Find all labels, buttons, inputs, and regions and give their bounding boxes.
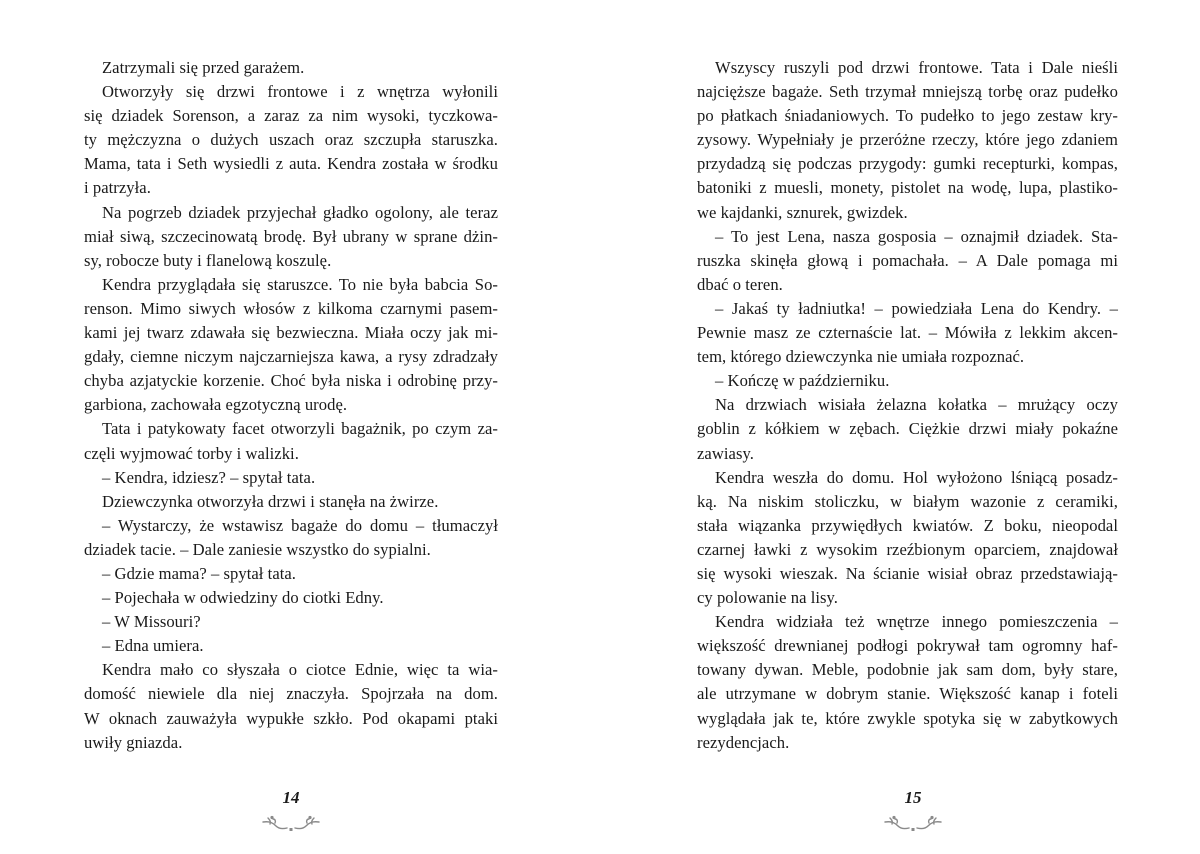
text-line: cy polowanie na lisy. — [697, 588, 838, 608]
text-line: się dziadek Sorenson, a zaraz za nim wysoki, tyczkowa- — [84, 106, 498, 126]
text-line: Tata i patykowaty facet otworzyli bagażnik, po czym za- — [102, 419, 498, 439]
text-line: – Kendra, idziesz? – spytał tata. — [102, 467, 316, 487]
text-line: dziadek tacie. – Dale zaniesie wszystko do sypialni. — [84, 539, 431, 559]
text-line: Mama, tata i Seth wysiedli z auta. Kendra została w środku — [84, 154, 498, 174]
text-line: – Gdzie mama? – spytał tata. — [102, 563, 297, 583]
text-line: batoniki z muesli, monety, pistolet na wodę, lupa, plastiko- — [697, 178, 1118, 198]
text-line: tem, którego dziewczynka nie umiała rozpoznać. — [697, 347, 1025, 367]
page-number-left: 14 — [282, 788, 300, 807]
text-line: goblin z kółkiem w zębach. Ciężkie drzwi miały pokaźne — [697, 419, 1118, 439]
page-right-text — [697, 56, 1118, 755]
text-line: przydadzą się podczas przygody: gumki recepturki, kompas, — [697, 154, 1118, 174]
text-line: ką. Na niskim stoliczku, w białym wazonie z ceramiki, — [697, 491, 1118, 511]
text-line: renson. Mimo siwych włosów z kilkoma czarnymi pasem- — [84, 298, 498, 318]
text-line: częli wyjmować torby i walizki. — [84, 443, 299, 463]
page-left-text — [84, 56, 498, 755]
text-line: rezydencjach. — [697, 732, 790, 752]
text-line: sy, robocze buty i flanelową koszulę. — [84, 250, 332, 270]
page-right — [600, 0, 1200, 854]
text-line: uwiły gniazda. — [84, 732, 183, 752]
text-line: po płatkach śniadaniowych. To pudełko to jego zestaw kry- — [697, 106, 1118, 126]
text-line: ale utrzymane w dobrym stanie. Większość kanap i foteli — [697, 684, 1118, 704]
flourish-ornament-icon — [882, 813, 944, 835]
text-line: zysowy. Wypełniały je przeróżne rzeczy, które jego zdaniem — [697, 130, 1118, 150]
text-line: kami jej twarz zdawała się bezwieczna. Miała oczy jak mi- — [84, 323, 498, 343]
text-line: W oknach zauważyła wypukłe szkło. Pod okapami ptaki — [84, 708, 498, 728]
text-line: – To jest Lena, nasza gosposia – oznajmił dziadek. Sta- — [715, 226, 1118, 246]
text-line: Na pogrzeb dziadek przyjechał gładko ogolony, ale teraz — [102, 202, 498, 222]
text-line: Otworzyły się drzwi frontowe i z wnętrza wyłonili — [102, 82, 498, 102]
text-line: Wszyscy ruszyli pod drzwi frontowe. Tata i Dale nieśli — [715, 58, 1118, 77]
text-line: – Jakaś ty ładniutka! – powiedziała Lena do Kendry. – — [715, 298, 1118, 318]
text-line: – Edna umiera. — [102, 636, 204, 656]
text-line: Dziewczynka otworzyła drzwi i stanęła na żwirze. — [102, 491, 439, 511]
text-line: Kendra widziała też wnętrze innego pomieszczenia – — [715, 612, 1118, 632]
text-line: miał siwą, szczecinowatą brodę. Był ubrany w sprane dżin- — [84, 226, 498, 246]
text-line: ruszka skinęła głową i pomachała. – A Dale pomaga mi — [697, 250, 1118, 270]
text-line: najcięższe bagaże. Seth trzymał mniejszą torbę oraz pudełko — [697, 82, 1118, 102]
text-line: i patrzyła. — [84, 178, 151, 198]
text-line: zawiasy. — [697, 443, 754, 463]
text-line: we kajdanki, sznurek, gwizdek. — [697, 202, 908, 222]
text-line: garbiona, zachowała egzotyczną urodę. — [84, 395, 348, 415]
text-line: wyglądała jak te, które zwykle spotyka się w zabytkowych — [697, 708, 1118, 728]
text-line: stała wiązanka przywiędłych kwiatów. Z boku, nieopodal — [697, 515, 1118, 535]
text-line: Pewnie masz ze czternaście lat. – Mówiła z lekkim akcen- — [697, 323, 1118, 343]
text-line: Na drzwiach wisiała żelazna kołatka – mrużący oczy — [715, 395, 1118, 415]
text-line: domość niewiele dla niej znaczyła. Spojrzała na dom. — [84, 684, 498, 704]
text-line: czarnej ławki z wysokim rzeźbionym oparciem, znajdował — [697, 539, 1118, 559]
text-line: towany dywan. Meble, podobnie jak sam dom, były stare, — [697, 660, 1118, 680]
text-line: – Kończę w październiku. — [715, 371, 890, 391]
text-line: Kendra mało co słyszała o ciotce Ednie, więc ta wia- — [102, 660, 498, 680]
text-line: – W Missouri? — [102, 612, 201, 632]
text-line: – Pojechała w odwiedziny do ciotki Edny. — [102, 588, 384, 608]
text-line: Kendra weszła do domu. Hol wyłożono lśniącą posadz- — [715, 467, 1118, 487]
text-line: chyba azjatyckie korzenie. Choć była niska i odrobinę przy- — [84, 371, 498, 391]
text-line: się wysoki wieszak. Na ścianie wisiał obraz przedstawiają- — [697, 563, 1118, 583]
text-line: Kendra przyglądała się staruszce. To nie była babcia So- — [102, 274, 498, 294]
text-line: gdały, ciemne niczym najczarniejsza kawa, a rysy zdradzały — [84, 347, 498, 367]
text-line: większość drewnianej podłogi pokrywał tam ogromny haf- — [697, 636, 1118, 656]
page-number-right: 15 — [904, 788, 922, 807]
text-line: dbać o teren. — [697, 274, 783, 294]
text-line: – Wystarczy, że wstawisz bagaże do domu – tłumaczył — [102, 515, 498, 535]
text-line: Zatrzymali się przed garażem. — [102, 58, 305, 77]
text-line: ty mężczyzna o dużych uszach oraz szczupła staruszka. — [84, 130, 498, 150]
flourish-ornament-icon — [260, 813, 322, 835]
